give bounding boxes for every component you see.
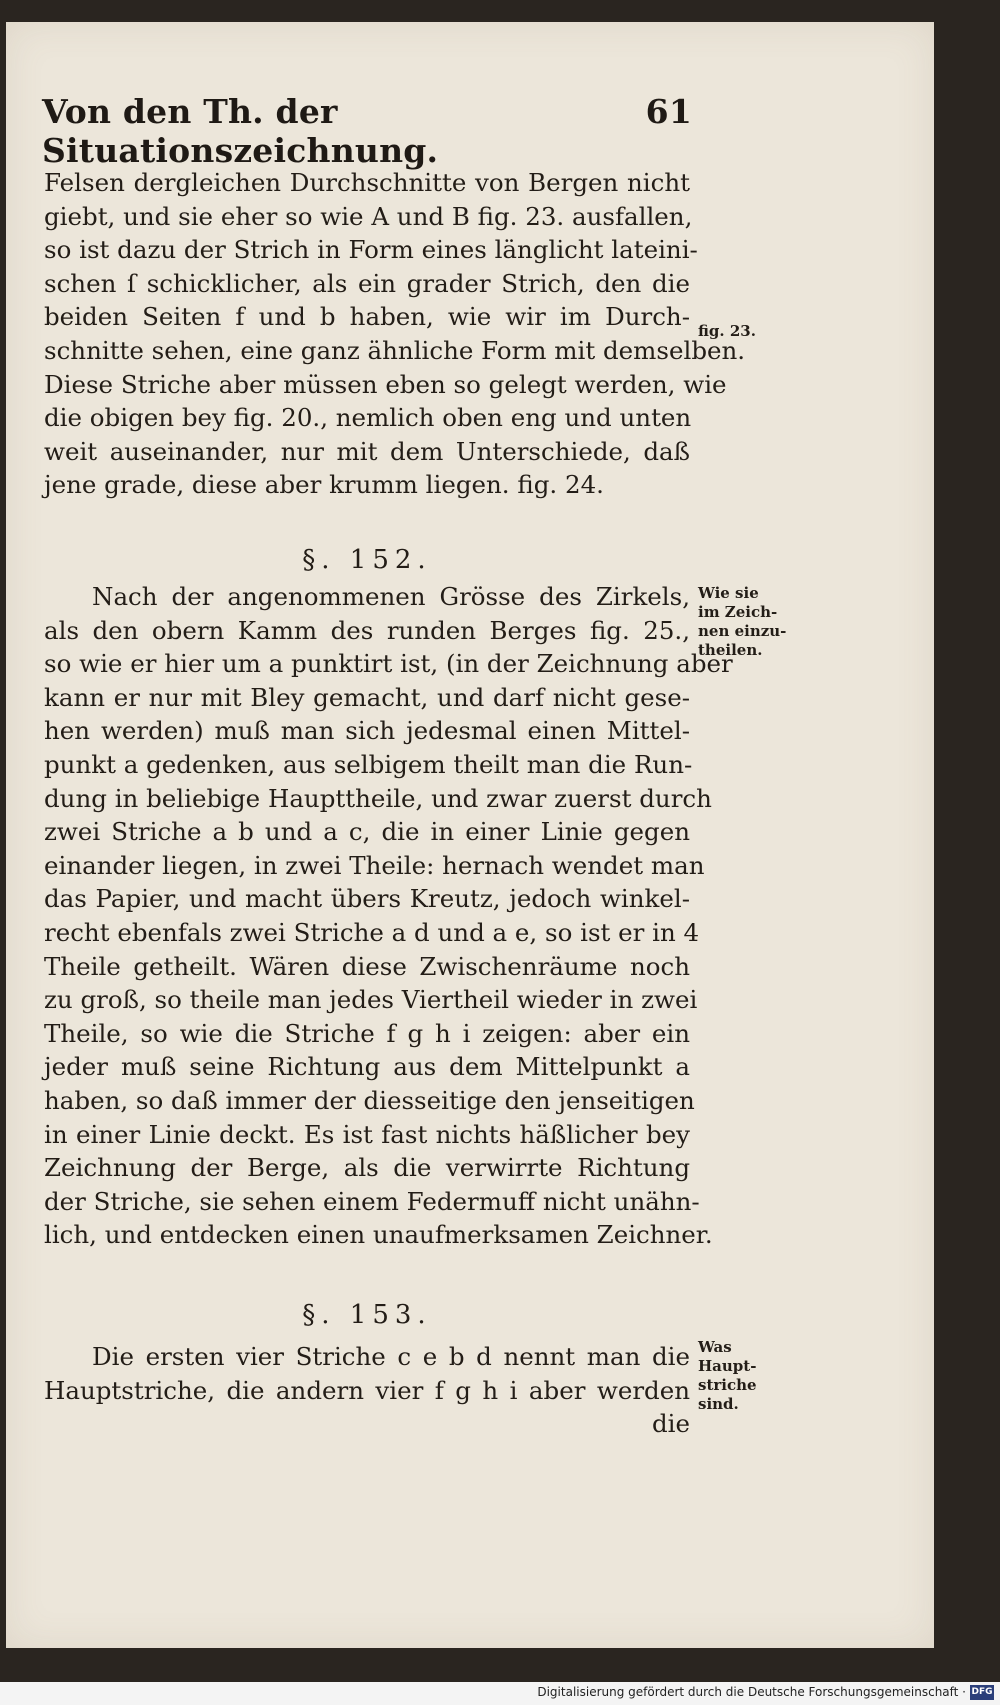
text-line: einander liegen, in zwei Theile: hernach wendet man — [44, 850, 705, 880]
text-line: die obigen bey fig. 20., nemlich oben eng und unten — [44, 403, 692, 433]
marginal-line: Was — [698, 1338, 732, 1356]
marginal-line: sind. — [698, 1395, 739, 1413]
text-line: lich, und entdecken einen unaufmerksamen Zeichner. — [44, 1220, 713, 1250]
section-heading-152: §. 152. — [302, 545, 432, 575]
text-line: zu groß, so theile man jedes Viertheil wieder in zwei — [44, 985, 698, 1015]
marginal-line: striche — [698, 1376, 757, 1394]
running-header — [42, 92, 692, 170]
text-line: punkt a gedenken, aus selbigem theilt man die Run- — [44, 749, 693, 779]
paragraph-1 — [44, 166, 746, 502]
marginal-line: im Zeich- — [698, 603, 778, 621]
marginal-line: Wie sie — [698, 584, 759, 602]
catchword: die — [651, 1409, 690, 1439]
text-line: dung in beliebige Haupttheile, und zwar zuerst durch — [44, 783, 712, 813]
text-line: Hauptstriche, die andern vier f g h i aber werden — [44, 1375, 690, 1405]
text-line: jeder muß seine Richtung aus dem Mittelpunkt a — [44, 1052, 690, 1082]
text-line: so ist dazu der Strich in Form eines länglicht lateini- — [44, 235, 698, 265]
text-line: weit auseinander, nur mit dem Unterschiede, daß — [44, 436, 690, 466]
text-line: recht ebenfals zwei Striche a d und a e, so ist er in 4 — [44, 917, 700, 947]
footer-credit: Digitalisierung gefördert durch die Deutsche Forschungsgemeinschaft · — [537, 1685, 966, 1699]
text-line: in einer Linie deckt. Es ist fast nichts häßlicher bey — [44, 1119, 690, 1149]
text-line: kann er nur mit Bley gemacht, und darf nicht gese- — [44, 682, 690, 712]
text-line: der Striche, sie sehen einem Federmuff nicht unähn- — [44, 1186, 700, 1216]
text-line: Theile, so wie die Striche f g h i zeigen: aber ein — [44, 1018, 690, 1048]
text-line: hen werden) muß man sich jedesmal einen Mittel- — [44, 716, 690, 746]
text-line: das Papier, und macht übers Kreutz, jedoch winkel- — [44, 884, 690, 914]
text-line: Felsen dergleichen Durchschnitte von Bergen nicht — [44, 168, 690, 197]
text-line: schen ſ schicklicher, als ein grader Strich, den die — [44, 268, 690, 298]
text-line: beiden Seiten f und b haben, wie wir im Durch- — [44, 302, 690, 332]
text-line: zwei Striche a b und a c, die in einer Linie gegen — [44, 817, 690, 847]
digitization-footer — [0, 1682, 1000, 1705]
text-line: Zeichnung der Berge, als die verwirrte Richtung — [44, 1153, 690, 1183]
header-title: Von den Th. der Situationszeichnung. — [42, 92, 439, 170]
paragraph-3 — [44, 1340, 690, 1441]
text-line: so wie er hier um a punktirt ist, (in der Zeichnung aber — [44, 649, 733, 679]
text-line: Die ersten vier Striche c e b d nennt man die — [92, 1342, 690, 1371]
marginal-line: nen einzu- — [698, 622, 787, 640]
marginal-line: theilen. — [698, 641, 763, 659]
text-line: als den obern Kamm des runden Berges fig. 25., — [44, 615, 690, 645]
page-number: 61 — [645, 92, 692, 131]
text-line: schnitte sehen, eine ganz ähnliche Form mit demselben. — [44, 335, 746, 365]
text-line: Diese Striche aber müssen eben so gelegt werden, wie — [44, 369, 727, 399]
dfg-logo-icon: DFG — [970, 1685, 994, 1700]
text-line: giebt, und sie eher so wie A und B fig. 23. ausfallen, — [44, 201, 693, 231]
section-heading-153: §. 153. — [302, 1300, 432, 1330]
marginal-line: Haupt- — [698, 1357, 757, 1375]
text-line: haben, so daß immer der diesseitige den jenseitigen — [44, 1085, 695, 1115]
text-line: jene grade, diese aber krumm liegen. fig. 24. — [44, 470, 604, 500]
text-line: Theile getheilt. Wären diese Zwischenräume noch — [44, 951, 690, 981]
marginal-note-was-haupt — [698, 1338, 757, 1414]
marginal-fig-23: fig. 23. — [698, 322, 756, 340]
marginal-note-wie-sie — [698, 584, 786, 660]
text-line: Nach der angenommenen Grösse des Zirkels, — [92, 582, 690, 611]
